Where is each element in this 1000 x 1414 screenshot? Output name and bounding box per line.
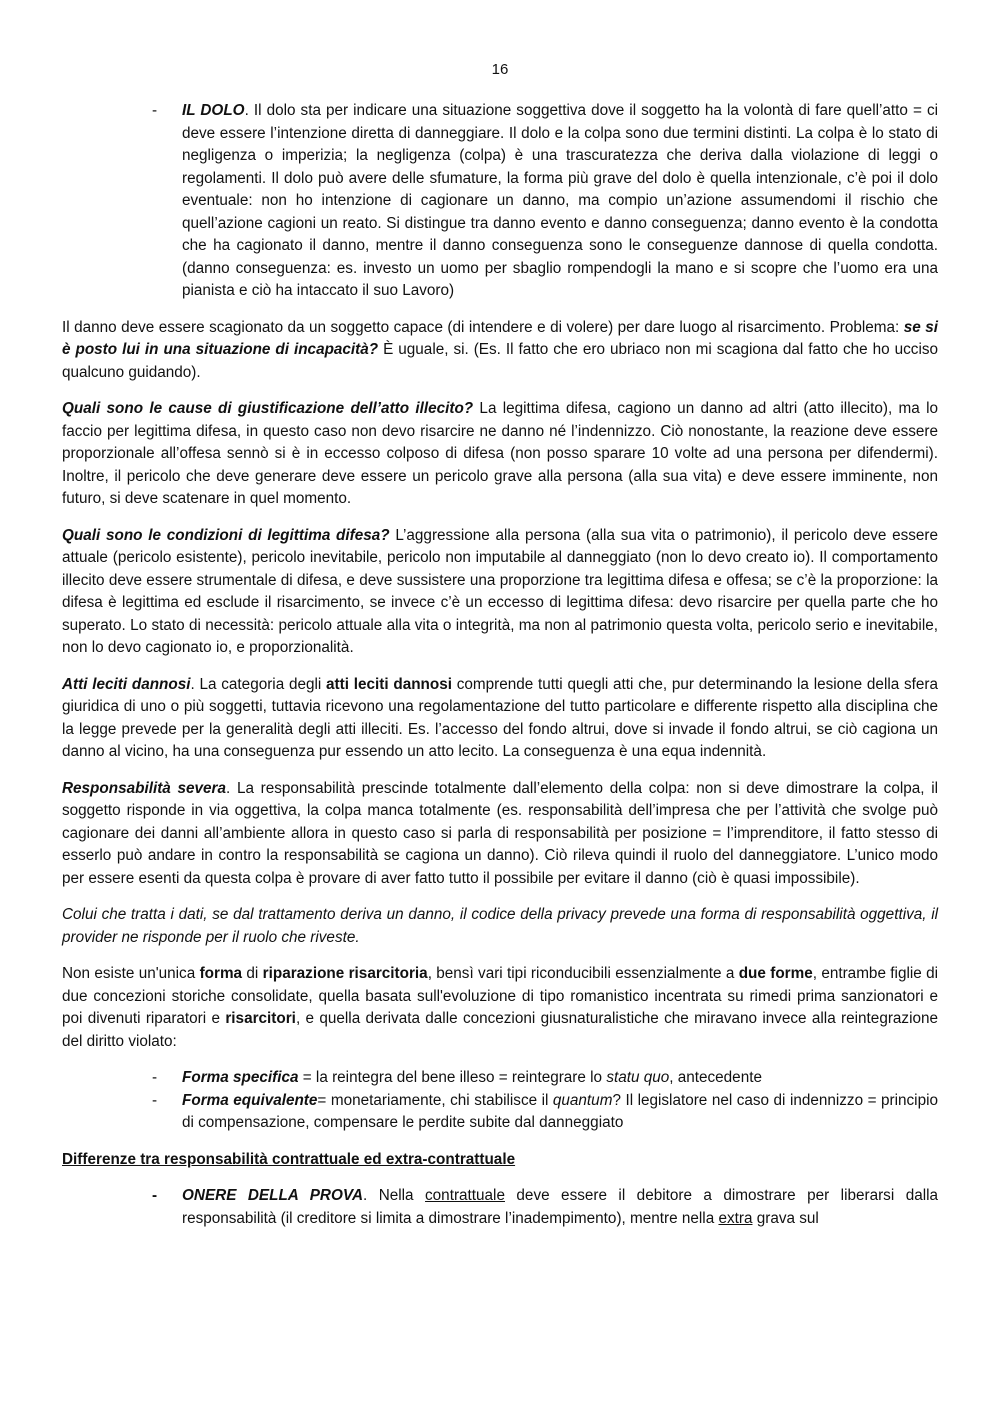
forma-equivalente-italic: quantum <box>552 1091 613 1109</box>
riparazione-text-5: , e quella derivata dalle concezioni giusnaturalistiche che miravano invece alla reintegrazione del diritto violato: <box>62 1010 938 1050</box>
page-number: 16 <box>491 61 509 78</box>
forma-specifica-italic: statu quo <box>606 1069 670 1086</box>
paragraph-giustificazione <box>62 398 938 511</box>
incapacita-question: se si è posto lui in una situazione di incapacità? <box>62 318 938 358</box>
forma-specifica-text-1: = la reintegra del bene illeso = reintegrare lo <box>298 1069 607 1086</box>
onere-label: ONERE DELLA PROVA <box>182 1187 363 1204</box>
incapacita-text-2: È uguale, si. (Es. Il fatto che ero ubriaco non mi scagiona dal fatto che ho ucciso qualcuno guidando). <box>62 341 938 381</box>
atti-leciti-text-2: comprende tutti quegli atti che, pur determinando la lesione della sfera giuridica di uno o più soggetti, tuttavia ricevono una regolamentazione del tutto particolare e differente rispetto alla disciplina che la legge prevede per la generalità degli atti illeciti. Es. l’accesso del fondo altrui, dove si invade il fondo altrui, se ciò cagiona un danno al vicino, ha una conseguenza pur essendo un atto lecito. La conseguenza è una equa indennità. <box>62 675 939 760</box>
atti-leciti-label: Atti leciti dannosi <box>62 675 191 693</box>
dolo-list <box>62 100 938 303</box>
riparazione-text-4: , entrambe figlie di due concezioni storiche consolidate, quella basata sull'evoluzione di tipo romanistico incentrata su rimedi prima sanzionatori e poi divenuti riparatori e <box>62 965 939 1027</box>
list-item <box>182 1090 938 1135</box>
section-heading-differenze: Differenze tra responsabilità contrattuale ed extra-contrattuale <box>62 1150 516 1168</box>
resp-severa-text: . La responsabilità prescinde totalmente dall’elemento della colpa: non si deve dimostrare la colpa, il soggetto risponde in via oggettiva, la colpa manca totalmente (es. responsabilità dell’impresa che per l’attività che svolge può cagionare dei danni all’ambiente allora in questo caso si parla di responsabilità per posizione = l’imprenditore, il fatto stesso di esserlo può andare in contro la responsabilità se cagiona un danno). Ciò rileva quindi il ruolo del danneggiatore. L’unico modo per essere esenti da questa colpa è provare di aver fatto tutto il possibile per evitare il danno (ciò è quasi impossibile). <box>62 779 939 887</box>
paragraph-incapacita <box>62 317 938 385</box>
paragraph-riparazione <box>62 963 938 1053</box>
incapacita-text-1: Il danno deve essere scagionato da un soggetto capace (di intendere e di volere) per dare luogo al risarcimento. Problema: <box>62 318 904 336</box>
riparazione-text-1: Non esiste un'unica <box>62 965 200 982</box>
riparazione-bold-1: forma <box>199 965 243 982</box>
forma-specifica-text-2: , antecedente <box>669 1069 762 1086</box>
differenze-list <box>62 1185 938 1230</box>
onere-underline-2: extra <box>718 1209 753 1227</box>
riparazione-bold-3: due forme <box>738 965 813 982</box>
list-item <box>182 1067 938 1090</box>
resp-severa-label: Responsabilità severa <box>62 779 226 797</box>
paragraph-responsabilita-severa <box>62 778 938 891</box>
dolo-item <box>182 100 938 303</box>
giustificazione-question: Quali sono le cause di giustificazione dell’atto illecito? <box>62 400 474 417</box>
riparazione-text-3: , bensì vari tipi riconducibili essenzialmente a <box>427 965 739 982</box>
paragraph-atti-leciti <box>62 674 938 764</box>
paragraph-condizioni <box>62 525 938 660</box>
giustificazione-text: La legittima difesa, cagiono un danno ad altri (atto illecito), ma lo faccio per legittima difesa, in questo caso non devo risarcire ne danno né l’indennizzo. Ciò nonostante, la reazione deve essere proporzionale all’offesa sennò si è in eccesso colposo di difesa (non posso sparare 10 volte ad una persona per difendermi). Inoltre, il pericolo che deve generare deve essere un pericolo grave alla persona (alla sua vita) e deve essere imminente, non futuro, si deve scatenare in quel momento. <box>62 400 938 507</box>
condizioni-question: Quali sono le condizioni di legittima difesa? <box>62 526 390 544</box>
onere-text-2: deve essere il debitore a dimostrare per liberarsi dalla responsabilità (il creditore si limita a dimostrare l’inadempimento), mentre nella <box>182 1187 939 1227</box>
forma-equivalente-text-1: = monetariamente, chi stabilisce il <box>317 1091 553 1109</box>
riparazione-text-2: di <box>242 965 263 982</box>
page-content <box>62 100 938 1244</box>
condizioni-text: L’aggressione alla persona (alla sua vita o patrimonio), il pericolo deve essere attuale (pericolo esistente), pericolo inevitabile, pericolo non imputabile al danneggiato (non lo devo creato io). Il comportamento illecito deve essere strumentale di difesa, e deve sussistere una proporzione tra legittima difesa e offesa; se c’è la proporzione: la difesa è legittima ed esclude il risarcimento, se invece c’è un eccesso di legittima difesa: devo risarcire per quella parte che ho superato. Lo stato di necessità: pericolo attuale alla vita o integrità, ma non al patrimonio questa volta, pericolo serio e inevitabile, non lo devo cagionato io, e proporzionalità. <box>62 526 939 656</box>
onere-item <box>182 1185 938 1230</box>
forma-specifica-label: Forma specifica <box>182 1069 299 1086</box>
riparazione-bold-2: riparazione risarcitoria <box>262 965 428 982</box>
forma-equivalente-text-2: ? Il legislatore nel caso di indennizzo = principio di compensazione, compensare le perdite subite dal danneggiato <box>182 1091 938 1131</box>
dolo-label: IL DOLO <box>182 102 245 119</box>
onere-text-1: . Nella <box>363 1187 426 1204</box>
riparazione-bold-4: risarcitori <box>225 1010 296 1027</box>
forma-equivalente-label: Forma equivalente <box>182 1091 318 1109</box>
atti-leciti-bold: atti leciti dannosi <box>326 675 453 693</box>
onere-underline-1: contrattuale <box>425 1187 505 1204</box>
forme-list <box>62 1067 938 1135</box>
onere-text-3: grava sul <box>752 1209 819 1227</box>
atti-leciti-text-1: . La categoria degli <box>190 675 327 693</box>
paragraph-privacy: Colui che tratta i dati, se dal trattamento deriva un danno, il codice della privacy prevede una forma di responsabilità oggettiva, il provider ne risponde per il ruolo che riveste. <box>62 906 938 946</box>
dolo-text: . Il dolo sta per indicare una situazione soggettiva dove il soggetto ha la volontà di fare quell’atto = ci deve essere l’intenzione diretta di danneggiare. Il dolo e la colpa sono due termini distinti. La colpa è lo stato di negligenza o imperizia; la negligenza (colpa) è una trascuratezza che deriva dalla violazione di leggi o regolamenti. Il dolo può avere delle sfumature, la forma più grave del dolo è quella intenzionale, c’è poi il dolo eventuale: non ho intenzione di cagionare un danno, ma compio un’azione assumendomi il rischio che quell’azione cagioni un reato. Si distingue tra danno evento e danno conseguenza; danno evento è la condotta che ha cagionato il danno, mentre il danno conseguenza sono le conseguenze dannose di quella condotta. (danno conseguenza: es. investo un uomo per sbaglio rompendogli la mano e si scopre che l’uomo era una pianista e ciò ha intaccato il suo Lavoro) <box>182 102 938 299</box>
